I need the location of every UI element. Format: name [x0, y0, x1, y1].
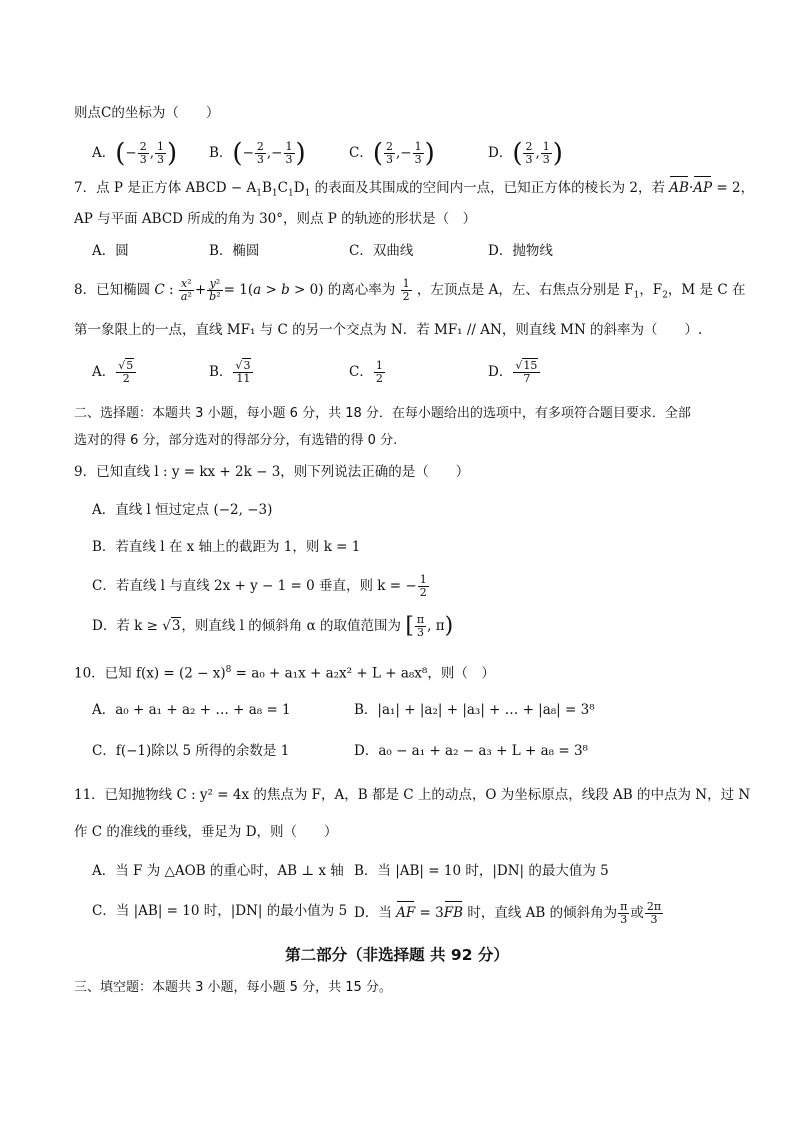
q10-option-a: A．a₀ + a₁ + a₂ + … + a₈ = 1: [92, 702, 291, 718]
q7-line-2: AP 与平面 ABCD 所成的角为 30°，则点 P 的轨迹的形状是（ ）: [74, 211, 477, 227]
q7-option-b: B．椭圆: [209, 243, 260, 259]
q8-option-c: C． $\frac{1}{2}$: [349, 359, 383, 385]
q10-stem: 10．已知 $f(x) = (2 - x)^8 = a_0 + a_1x + a_2x^2 + L + a_8x^8$，则（ ）: [74, 665, 495, 682]
q7-option-d: D．抛物线: [488, 243, 553, 259]
q11-line-1: 11．已知抛物线 C : y² = 4x 的焦点为 F，A，B 都是 C 上的动点，O 为坐标原点，线段 AB 的中点为 N，过 N: [74, 787, 751, 803]
part-2-title: 第二部分（非选择题 共 92 分）: [285, 946, 509, 964]
q9-option-d: D．若 k ≥ √3，则直线 l 的倾斜角 α 的取值范围为 [ $\frac{\pi}{3}$ , π): [92, 613, 454, 639]
q6-option-d: D．( $\frac{2}{3}$ , $\frac{1}{3}$ ): [488, 138, 563, 169]
q10-option-d: D．a₀ − a₁ + a₂ − a₃ + L + a₈ = 3⁸: [354, 743, 588, 759]
q10-option-b: B．|a₁| + |a₂| + |a₃| + … + |a₈| = 3⁸: [354, 702, 595, 718]
section-2-instruction-2: 选对的得 6 分，部分选对的得部分分，有选错的得 0 分.: [74, 433, 398, 448]
q11-line-2: 作 C 的准线的垂线，垂足为 D，则（ ）: [74, 824, 338, 840]
q11-option-a: A．当 F 为 △AOB 的重心时，AB ⊥ x 轴: [92, 863, 344, 879]
q10-option-c: C．f(−1)除以 5 所得的余数是 1: [92, 743, 290, 759]
section-3-instruction: 三、填空题：本题共 3 小题，每小题 5 分，共 15 分。: [74, 980, 392, 995]
section-2-instruction-1: 二、选择题：本题共 3 小题，每小题 6 分，共 18 分．在每小题给出的选项中，有多项符合题目要求．全部: [74, 406, 691, 421]
q6-option-c: C．( $\frac{2}{3}$ ,− $\frac{1}{3}$ ): [349, 138, 435, 169]
q9-option-b: B．若直线 l 在 x 轴上的截距为 1，则 k = 1: [92, 539, 361, 555]
q9-stem: 9．已知直线 l : y = kx + 2k − 3，则下列说法正确的是（ ）: [74, 464, 470, 480]
q7-option-a: A．圆: [92, 243, 129, 259]
q11-option-b: B．当 |AB| = 10 时，|DN| 的最大值为 5: [354, 863, 609, 879]
q8-line-1: 8．已知椭圆 C : $\frac{\text{x²}}{\text{a²}}$ + $\frac{\text{y²}}{\text{b²}}$ = 1(a > b > 0) 的离心率为 $\frac{1}{2}$ ，左顶点是 A，左、右焦点分别是 $F_1$，$F_2$，M 是 C 在: [74, 277, 746, 303]
q8-line-2: 第一象限上的一点，直线 MF₁ 与 C 的另一个交点为 N．若 MF₁ // AN，则直线 MN 的斜率为（ ）.: [74, 322, 703, 338]
q11-option-d: D．当 AF = 3FB 时，直线 AB 的倾斜角为 $\frac{\pi}{3}$ 或 $\frac{2\pi}{3}$: [354, 900, 662, 926]
q8-option-d: D． $\frac{√15}{7}$: [488, 360, 541, 385]
q8-option-a: A． $\frac{√5}{2}$: [92, 360, 137, 385]
q6-option-b: B．(− $\frac{2}{3}$ ,− $\frac{1}{3}$ ): [209, 138, 306, 169]
q9-option-c: C．若直线 l 与直线 2x + y − 1 = 0 垂直，则 k = − $\frac{1}{2}$: [92, 573, 427, 599]
q6-option-a: A．(− $\frac{2}{3}$ , $\frac{1}{3}$ ): [92, 138, 178, 169]
q6-stem: 则点C的坐标为（ ）: [74, 105, 220, 121]
q8-option-b: B． $\frac{√3}{11}$: [209, 360, 254, 385]
q9-option-a: A．直线 l 恒过定点 (−2, −3): [92, 502, 273, 518]
q7-line-1: 7．点 P 是正方体 ABCD − $A_1B_1C_1D_1$ 的表面及其围成的空间内一点，已知正方体的棱长为 2，若 AB·AP = 2，: [74, 180, 755, 199]
q11-option-c: C．当 |AB| = 10 时，|DN| 的最小值为 5: [92, 903, 348, 919]
q7-option-c: C．双曲线: [349, 243, 414, 259]
